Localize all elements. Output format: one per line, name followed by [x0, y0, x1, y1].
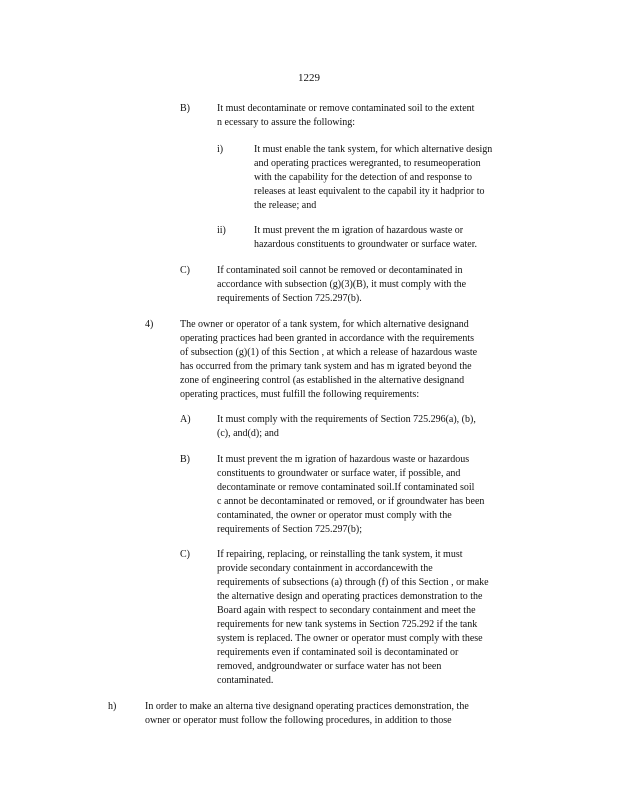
item-text [217, 453, 533, 537]
item-text [145, 700, 531, 728]
text-line: of subsection (g)(1) of this Section , at which a release of hazardous waste [180, 347, 478, 358]
text-line: accordance with subsection (g)(3)(B), it must comply with the [217, 279, 467, 290]
text-line: zone of engineering control (as established in the alternative designand [180, 375, 465, 386]
item-text [217, 413, 527, 441]
text-line: the release; and [254, 200, 317, 211]
item-text [254, 143, 537, 213]
text-line: removed, andgroundwater or surface water has not been [217, 661, 442, 672]
text-line: and operating practices weregranted, to resumeoperation [254, 158, 481, 169]
item-label: i) [217, 144, 224, 155]
text-line: It must comply with the requirements of Section 725.296(a), (b), [217, 414, 476, 425]
item-label: C) [180, 549, 190, 560]
text-line: system is replaced. The owner or operator must comply with these [217, 633, 483, 644]
text-line: It must enable the tank system, for which alternative design [254, 144, 493, 155]
item-text [217, 548, 537, 688]
page-number: 1229 [298, 72, 320, 84]
text-line: the alternative design and operating practices demonstration to the [217, 591, 483, 602]
text-line: requirements for new tank systems in Section 725.292 if the tank [217, 619, 478, 630]
text-line: The owner or operator of a tank system, for which alternative designand [180, 319, 469, 330]
text-line: decontaminate or remove contaminated soil.If contaminated soil [217, 482, 475, 493]
text-line: It must prevent the m igration of hazardous waste or hazardous [217, 454, 470, 465]
text-line: If repairing, replacing, or reinstalling the tank system, it must [217, 549, 463, 560]
text-line: requirements of Section 725.297(b); [217, 524, 362, 535]
text-line: It must prevent the m igration of hazardous waste or [254, 225, 464, 236]
text-line: c annot be decontaminated or removed, or if groundwater has been [217, 496, 485, 507]
item-label: B) [180, 454, 190, 465]
text-line: In order to make an alterna tive designand operating practices demonstration, the [145, 701, 469, 712]
item-label: B) [180, 103, 190, 114]
text-line: has occurred from the primary tank system and has m igrated beyond the [180, 361, 472, 372]
item-text [217, 102, 527, 130]
text-line: constituents to groundwater or surface water, if possible, and [217, 468, 461, 479]
text-line: operating practices had been granted in accordance with the requirements [180, 333, 475, 344]
text-line: hazardous constituents to groundwater or surface water. [254, 239, 477, 250]
item-label: A) [180, 414, 191, 425]
text-line: contaminated, the owner or operator must comply with the [217, 510, 452, 521]
item-label: 4) [145, 319, 154, 330]
text-line: n ecessary to assure the following: [217, 117, 356, 128]
item-text [217, 264, 517, 306]
item-text [180, 318, 533, 402]
text-line: owner or operator must follow the following procedures, in addition to those [145, 715, 452, 726]
text-line: with the capability for the detection of and response to [254, 172, 472, 183]
item-label: h) [108, 701, 117, 712]
text-line: contaminated. [217, 675, 274, 686]
text-line: requirements even if contaminated soil is decontaminated or [217, 647, 459, 658]
text-line: operating practices, must fulfill the following requirements: [180, 389, 420, 400]
text-line: requirements of Section 725.297(b). [217, 293, 362, 304]
text-line: (c), and(d); and [217, 428, 279, 439]
text-line: Board again with respect to secondary containment and meet the [217, 605, 476, 616]
text-line: provide secondary containment in accordancewith the [217, 563, 433, 574]
text-line: requirements of subsections (a) through (f) of this Section , or make [217, 577, 489, 588]
text-line: It must decontaminate or remove contaminated soil to the extent [217, 103, 475, 114]
item-label: C) [180, 265, 190, 276]
text-line: releases at least equivalent to the capabil ity it hadprior to [254, 186, 485, 197]
item-label: ii) [217, 225, 226, 236]
item-text [254, 224, 524, 252]
text-line: If contaminated soil cannot be removed or decontaminated in [217, 265, 463, 276]
